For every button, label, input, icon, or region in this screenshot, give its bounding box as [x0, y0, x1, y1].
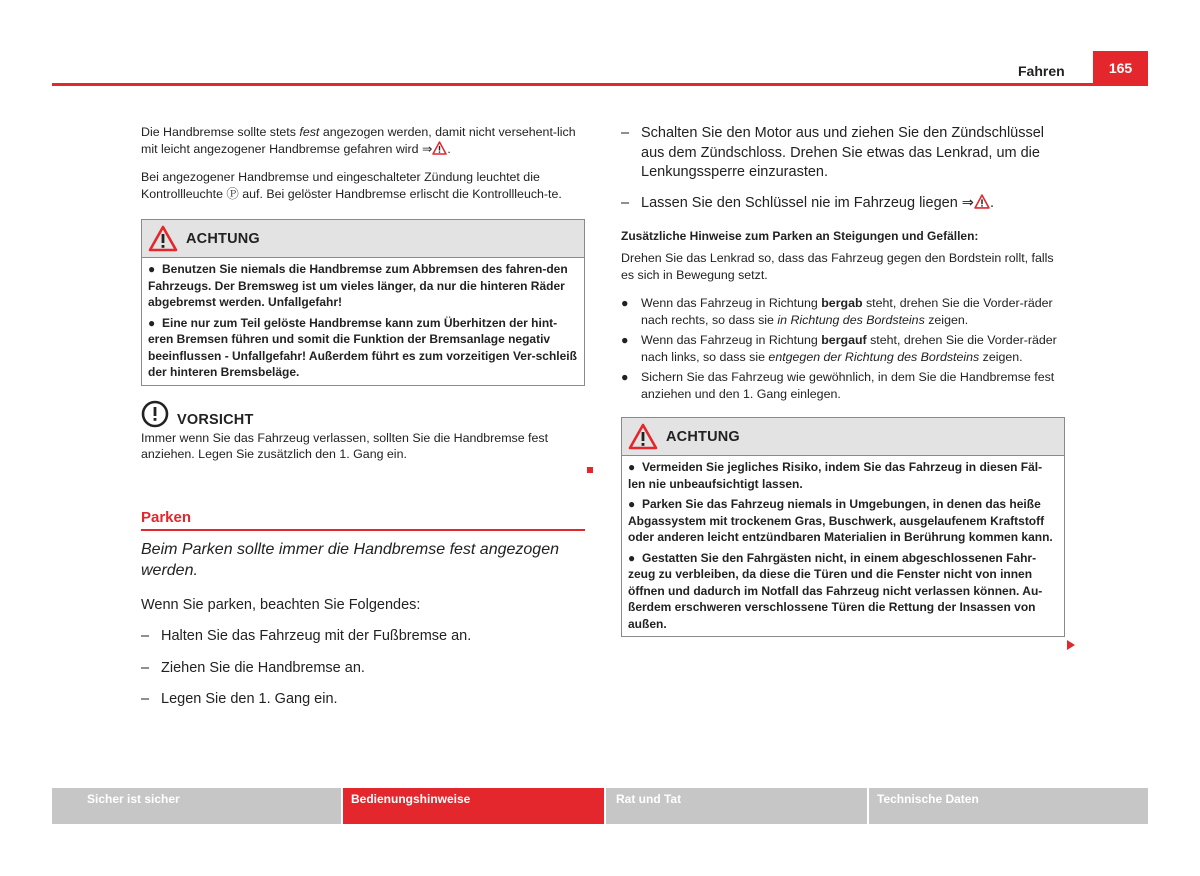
indicator-paragraph: Bei angezogener Handbremse und eingeschalteter Zündung leuchtet die Kontrollleuchte Ⓟ auf. Bei gelöster Handbremse erlischt die Kontrollleuch-te.	[141, 170, 562, 201]
list-item: – Ziehen Sie die Handbremse an.	[141, 659, 365, 676]
caution-header	[141, 400, 585, 428]
continue-arrow-icon	[1067, 640, 1075, 650]
intro-paragraph: Wenn Sie parken, beachten Sie Folgendes:	[141, 596, 421, 613]
left-column	[141, 124, 585, 710]
warning-item: ● Benutzen Sie niemals die Handbremse zum Abbremsen des fahren-den Fahrzeugs. Der Bremsweg ist um vieles länger, da nur die hinteren Räder abgebremst werden. Unfallgefahr!	[148, 262, 568, 309]
list-item: – Legen Sie den 1. Gang ein.	[141, 691, 338, 707]
right-steps-list	[621, 124, 1065, 213]
page-number: 165	[1093, 51, 1148, 85]
tab-bedienungshinweise[interactable]: Bedienungshinweise	[343, 788, 604, 824]
warning-triangle-icon	[628, 423, 658, 450]
list-item: ● Wenn das Fahrzeug in Richtung bergauf steht, drehen Sie die Vorder-räder nach links, so dass sie entgegen der Richtung des Bordsteins zeigen.	[621, 333, 1057, 364]
parking-brake-indicator-icon: Ⓟ	[226, 186, 239, 201]
end-of-section-icon	[587, 467, 593, 473]
caution-block	[141, 400, 585, 463]
warning-header	[142, 220, 584, 258]
warning-item: ● Eine nur zum Teil gelöste Handbremse kann zum Überhitzen der hint-eren Bremsen führen und somit die Funktion der Bremsanlage negativ beeinflussen - Unfallgefahr! Außerdem führt es zum vorzeitigen Ver-schleiß der hinteren Bremsbeläge.	[148, 315, 577, 379]
warning-box	[621, 417, 1065, 637]
warning-triangle-icon	[148, 225, 178, 252]
warning-item: ● Gestatten Sie den Fahrgästen nicht, in einem abgeschlossenen Fahr-zeug zu verbleiben, da diese die Türen und die Fenster nicht von innen öffnen und dadurch im Notfall das Fahrzeug nicht verlassen können. Au-ßerdem erschweren verschlossene Türen die Rettung der Insassen von außen.	[628, 550, 1043, 631]
list-item: ● Sichern Sie das Fahrzeug wie gewöhnlich, in dem Sie die Handbremse fest anziehen und den 1. Gang einlegen.	[621, 370, 1055, 401]
tab-sicher-ist-sicher[interactable]: Sicher ist sicher	[52, 788, 341, 824]
caution-title: VORSICHT	[177, 411, 254, 428]
warning-body	[622, 456, 1064, 636]
warning-header	[622, 418, 1064, 456]
list-item: ● Wenn das Fahrzeug in Richtung bergab steht, drehen Sie die Vorder-räder nach rechts, so dass sie in Richtung des Bordsteins zeigen.	[621, 296, 1053, 327]
parken-section	[141, 509, 585, 710]
lead-paragraph: Beim Parken sollte immer die Handbremse fest angezogen werden.	[141, 540, 559, 579]
warning-title: ACHTUNG	[186, 230, 260, 247]
steering-paragraph: Drehen Sie das Lenkrad so, dass das Fahrzeug gegen den Bordstein rollt, falls es sich in Bewegung setzt.	[621, 251, 1054, 282]
tab-rat-und-tat[interactable]: Rat und Tat	[606, 788, 867, 824]
warning-title: ACHTUNG	[666, 428, 740, 445]
header-section-title: Fahren	[1018, 63, 1065, 79]
handbrake-paragraph: Die Handbremse sollte stets fest angezogen werden, damit nicht versehent-lich mit leicht angezogener Handbremse gefahren wird ⇒ .	[141, 125, 576, 156]
warning-item: ● Parken Sie das Fahrzeug niemals in Umgebungen, in denen das heiße Abgassystem mit trockenem Gras, Buschwerk, ausgelaufenem Kraftstoff oder anderen leicht entzündbaren Materialien in Berührung kommen kann.	[628, 497, 1053, 544]
slope-bullets	[621, 295, 1065, 402]
exclamation-circle-icon	[141, 400, 169, 428]
list-item: – Lassen Sie den Schlüssel nie im Fahrzeug liegen ⇒ .	[621, 194, 994, 211]
warning-item: ● Vermeiden Sie jegliches Risiko, indem Sie das Fahrzeug in diesen Fäl-len nie unbeaufsichtigt lassen.	[628, 460, 1043, 491]
list-item: – Halten Sie das Fahrzeug mit der Fußbremse an.	[141, 628, 472, 644]
section-rule	[141, 529, 585, 531]
warning-body	[142, 258, 584, 385]
tab-technische-daten[interactable]: Technische Daten	[869, 788, 1148, 824]
parking-steps-list	[141, 627, 585, 710]
subheading: Zusätzliche Hinweise zum Parken an Steigungen und Gefällen:	[621, 229, 979, 243]
header-rule	[52, 83, 1148, 86]
list-item: – Schalten Sie den Motor aus und ziehen Sie den Zündschlüssel aus dem Zündschloss. Drehen Sie etwas das Lenkrad, um die Lenkungssperre einzurasten.	[621, 125, 1045, 180]
caution-text: Immer wenn Sie das Fahrzeug verlassen, sollten Sie die Handbremse fest anziehen. Legen Sie zusätzlich den 1. Gang ein.	[141, 430, 549, 461]
right-column	[621, 124, 1065, 637]
warning-triangle-icon	[432, 141, 447, 155]
warning-box	[141, 219, 585, 386]
chapter-tabs	[52, 788, 1148, 824]
warning-triangle-icon	[974, 194, 990, 209]
section-heading: Parken	[141, 508, 192, 526]
